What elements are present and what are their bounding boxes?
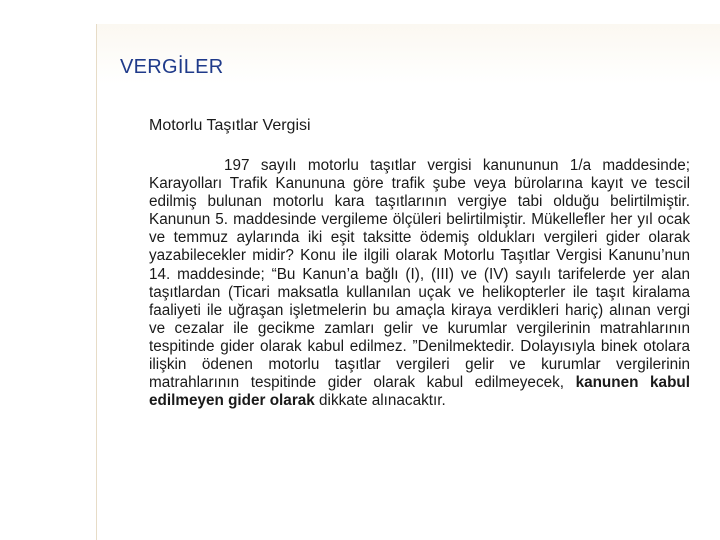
slide-subtitle: Motorlu Taşıtlar Vergisi [149, 117, 311, 134]
slide-title: VERGİLER [120, 56, 224, 78]
decorative-rule [96, 24, 97, 540]
body-paragraph [149, 157, 690, 410]
paragraph-main-text: 197 sayılı motorlu taşıtlar vergisi kanununun 1/a maddesinde; Karayolları Trafik Kanununa göre trafik şube veya bürolarına kayıt ve tescil edilmiş bulunan motorlu kara taşıtlarının vergiye tabi olduğu belirtilmiştir. Kanunun 5. maddesinde vergileme ölçüleri belirtilmiştir. Mükellefler her yıl ocak ve temmuz aylarında iki eşit taksitte ödemiş oldukları vergileri gider olarak yazabilecekler midir? Konu ile ilgili olarak Motorlu Taşıtlar Vergisi Kanunu’nun 14. maddesinde; “Bu Kanun’a bağlı (I), (III) ve (IV) sayılı tarifelerde yer alan taşıtlardan (Ticari maksatla kullanılan uçak ve helikopterler ile taşıt kiralama faaliyeti ile uğraşan işletmelerin bu amaçla kiraya verdikleri hariç) alınan vergi ve cezalar ile gecikme zamları gelir ve kurumlar vergilerinin matrahlarının tespitinde gider olarak kabul edilmez. ”Denilmektedir. Dolayısıyla binek otolara ilişkin ödenen motorlu taşıtlar vergileri gelir ve kurumlar vergilerinin matrahlarının tespitinde gider olarak kabul edilmeyecek, [149, 157, 690, 392]
paragraph-end-text: dikkate alınacaktır. [319, 392, 446, 410]
paragraph-bold-text: kanunen kabul edilmeyen gider olarak [149, 374, 691, 410]
